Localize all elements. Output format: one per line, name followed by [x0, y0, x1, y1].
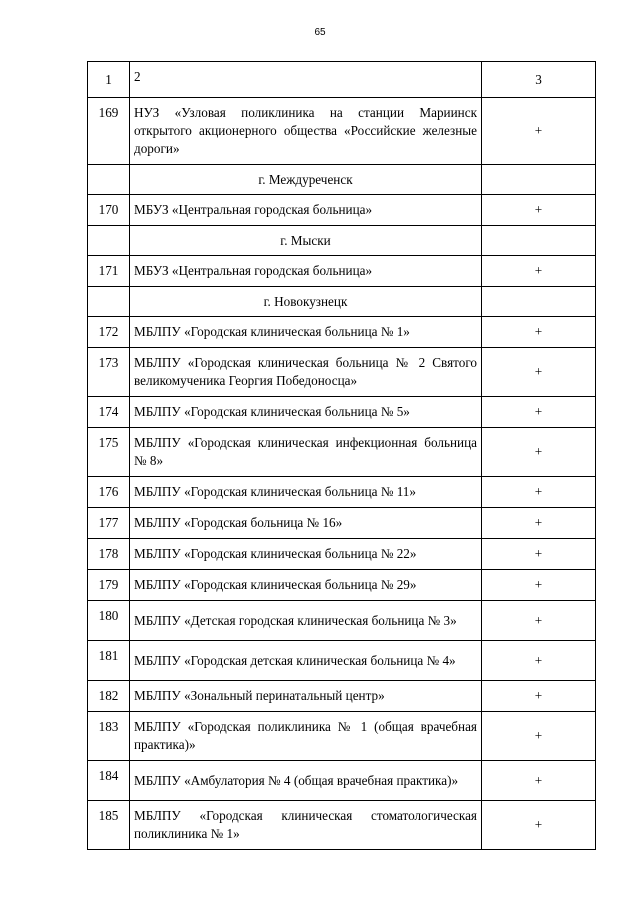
mark-cell: +	[482, 428, 596, 477]
empty-cell	[88, 287, 130, 317]
row-number: 184	[88, 761, 130, 801]
row-number: 181	[88, 641, 130, 681]
table-row	[88, 195, 596, 226]
row-number: 177	[88, 508, 130, 539]
table-row	[88, 641, 596, 681]
city-name: г. Междуреченск	[130, 165, 482, 195]
institution-name: МБЛПУ «Городская клиническая больница № 22»	[130, 539, 482, 570]
table-row	[88, 98, 596, 165]
mark-cell: +	[482, 570, 596, 601]
table-row	[88, 801, 596, 850]
row-number: 174	[88, 397, 130, 428]
page-number: 65	[314, 27, 326, 38]
empty-cell	[482, 287, 596, 317]
empty-cell	[482, 226, 596, 256]
institution-name: МБЛПУ «Городская клиническая больница № 2 Святого великомученика Георгия Победоносца»	[130, 348, 482, 397]
row-number: 178	[88, 539, 130, 570]
empty-cell	[482, 165, 596, 195]
row-number: 171	[88, 256, 130, 287]
city-row	[88, 287, 596, 317]
institution-name: МБЛПУ «Зональный перинатальный центр»	[130, 681, 482, 712]
row-number: 175	[88, 428, 130, 477]
row-number: 170	[88, 195, 130, 226]
row-number: 169	[88, 98, 130, 165]
table-row	[88, 317, 596, 348]
empty-cell	[88, 165, 130, 195]
header-col2: 2	[130, 62, 482, 98]
row-number: 180	[88, 601, 130, 641]
mark-cell: +	[482, 256, 596, 287]
mark-cell: +	[482, 681, 596, 712]
mark-cell: +	[482, 397, 596, 428]
row-number: 179	[88, 570, 130, 601]
table-row	[88, 570, 596, 601]
mark-cell: +	[482, 348, 596, 397]
row-number: 173	[88, 348, 130, 397]
table-row	[88, 601, 596, 641]
city-name: г. Новокузнецк	[130, 287, 482, 317]
table-row	[88, 508, 596, 539]
institution-name: МБУЗ «Центральная городская больница»	[130, 256, 482, 287]
mark-cell: +	[482, 601, 596, 641]
table-row	[88, 539, 596, 570]
city-row	[88, 226, 596, 256]
row-number: 176	[88, 477, 130, 508]
institution-name: МБЛПУ «Амбулатория № 4 (общая врачебная практика)»	[130, 761, 482, 801]
mark-cell: +	[482, 801, 596, 850]
row-number: 185	[88, 801, 130, 850]
empty-cell	[88, 226, 130, 256]
table-row	[88, 681, 596, 712]
row-number: 183	[88, 712, 130, 761]
institution-name: МБЛПУ «Городская больница № 16»	[130, 508, 482, 539]
institution-name: МБУЗ «Центральная городская больница»	[130, 195, 482, 226]
mark-cell: +	[482, 195, 596, 226]
table-row	[88, 477, 596, 508]
mark-cell: +	[482, 539, 596, 570]
table-row	[88, 397, 596, 428]
institution-name: НУЗ «Узловая поликлиника на станции Мариинск открытого акционерного общества «Российские железные дороги»	[130, 98, 482, 165]
hospital-table	[87, 61, 596, 850]
table-row	[88, 348, 596, 397]
institution-name: МБЛПУ «Городская клиническая больница № 5»	[130, 397, 482, 428]
institution-name: МБЛПУ «Городская клиническая больница № 1»	[130, 317, 482, 348]
table-row	[88, 761, 596, 801]
institution-name: МБЛПУ «Городская клиническая стоматологическая поликлиника № 1»	[130, 801, 482, 850]
mark-cell: +	[482, 641, 596, 681]
row-number: 182	[88, 681, 130, 712]
table-header-row	[88, 62, 596, 98]
mark-cell: +	[482, 477, 596, 508]
institution-name: МБЛПУ «Городская клиническая больница № 29»	[130, 570, 482, 601]
table-row	[88, 712, 596, 761]
institution-name: МБЛПУ «Городская клиническая больница № 11»	[130, 477, 482, 508]
institution-name: МБЛПУ «Городская детская клиническая больница № 4»	[130, 641, 482, 681]
institution-name: МБЛПУ «Городская клиническая инфекционная больница № 8»	[130, 428, 482, 477]
mark-cell: +	[482, 317, 596, 348]
city-row	[88, 165, 596, 195]
table-row	[88, 256, 596, 287]
institution-name: МБЛПУ «Детская городская клиническая больница № 3»	[130, 601, 482, 641]
mark-cell: +	[482, 761, 596, 801]
mark-cell: +	[482, 712, 596, 761]
table-row	[88, 428, 596, 477]
header-col1: 1	[88, 62, 130, 98]
header-col3: 3	[482, 62, 596, 98]
mark-cell: +	[482, 98, 596, 165]
institution-name: МБЛПУ «Городская поликлиника № 1 (общая врачебная практика)»	[130, 712, 482, 761]
row-number: 172	[88, 317, 130, 348]
city-name: г. Мыски	[130, 226, 482, 256]
mark-cell: +	[482, 508, 596, 539]
